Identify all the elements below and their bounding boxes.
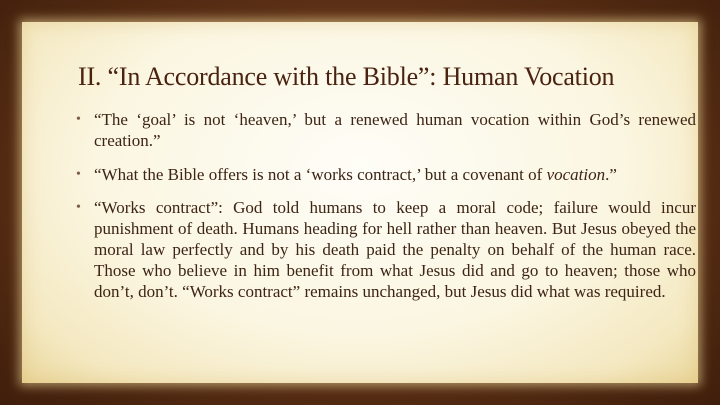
bullet-text-after-italic: .” bbox=[605, 164, 617, 184]
bullet-text-italic: vocation bbox=[546, 164, 606, 184]
bullet-item-goal bbox=[78, 110, 696, 152]
bullet-item-works-contract bbox=[78, 198, 696, 302]
bullet-list bbox=[78, 110, 696, 315]
bullet-marker: • bbox=[76, 200, 81, 216]
bullet-marker: • bbox=[76, 166, 81, 182]
bullet-text: “Works contract”: God told humans to keep a moral code; failure would incur punishment of death. Humans heading for hell rather than heaven. But Jesus obeyed the moral law perfectly and by his death paid the penalty on behalf of the human race. Those who believe in him benefit from what Jesus did and go to heaven; those who don’t, don’t. “Works contract” remains unchanged, but Jesus did what was required. bbox=[94, 198, 696, 301]
slide-title: II. “In Accordance with the Bible”: Human Vocation bbox=[78, 62, 615, 91]
slide-content-area bbox=[22, 22, 698, 383]
bullet-text: “The ‘goal’ is not ‘heaven,’ but a renewed human vocation within God’s renewed creation.” bbox=[94, 110, 696, 150]
bullet-item-covenant bbox=[78, 165, 696, 186]
bullet-text-before-italic: “What the Bible offers is not a ‘works contract,’ but a covenant of bbox=[94, 164, 547, 184]
bullet-marker: • bbox=[76, 112, 81, 127]
